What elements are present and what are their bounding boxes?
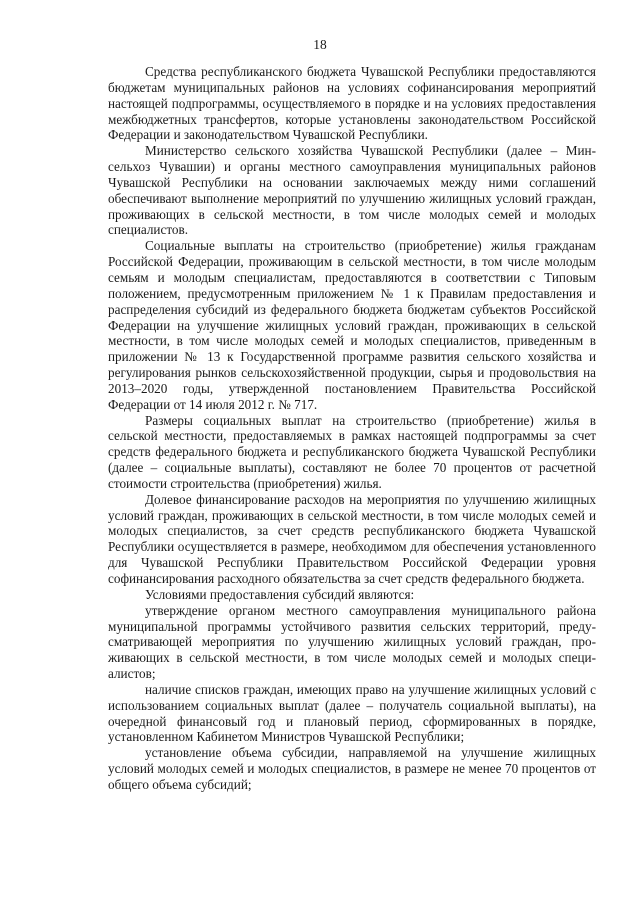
paragraph: Социальные выплаты на строительство (приобретение) жилья гражданам Российской Федерации, проживающим в сельской местности, в том числе молодым семьям и молодым специалистам, предоставляются в соответствии с Типовым положением, предусмотренным приложением № 1 к Правилам предоставления и распределения субсидий из федерального бюджета бюджетам субъектов Российской Федерации на улучшение жилищных условий граждан, проживающих в сельской местности, в том числе молодых семей и молодых специалистов, приведенным в приложении № 13 к Государственной программе развития сельского хозяйства и регулирования рынков сельскохозяйственной продукции, сырья и продовольствия на 2013–2020 годы, утвержденной постановлением Правительства Российской Федерации от 14 июля 2012 г. № 717. xyxy=(108,238,596,412)
document-body xyxy=(108,64,596,793)
paragraph: Долевое финансирование расходов на мероприятия по улучшению жилищных условий граждан, проживающих в сельской местности, в том числе молодых семей и молодых специалистов, за счет средств республиканского бюджета Чувашской Республики осуществляется в размере, необходимом для обеспечения установленного для Чувашской Республики Правительством Российской Федерации уровня софинансирования расходного обязательства за счет средств федерального бюджета. xyxy=(108,491,596,586)
paragraph: утверждение органом местного самоуправления муниципального района муниципальной программы устойчивого развития сельских территорий, предусматривающей мероприятия по улучшению жилищных условий граждан, проживающих в сельской местности, в том числе молодых семей и молодых специалистов; xyxy=(108,602,596,682)
paragraph: Средства республиканского бюджета Чувашской Республики предоставляются бюджетам муниципальных районов на условиях софинансирования мероприятий настоящей подпрограммы, осуществляемого в порядке и на условиях предоставления межбюджетных трансфертов, которые установлены законодательством Российской Федерации и законодательством Чувашской Республики. xyxy=(108,64,596,143)
paragraph: Министерство сельского хозяйства Чувашской Республики (далее – Минсельхоз Чувашии) и органы местного самоуправления муниципальных районов Чувашской Республики на основании заключаемых между ними соглашений обеспечивают выполнение мероприятий по улучшению жилищных условий граждан, проживающих в сельской местности, в том числе молодых семей и молодых специалистов. xyxy=(108,143,596,238)
paragraph: Условиями предоставления субсидий являются: xyxy=(145,586,415,602)
page-number: 18 xyxy=(313,37,327,52)
paragraph: наличие списков граждан, имеющих право на улучшение жилищных условий с использованием социальных выплат (далее – получатель социальной выплаты), на очередной финансовый год и плановый период, сформированных в порядке, установленном Кабинетом Министров Чувашской Республики; xyxy=(108,681,596,745)
paragraph: установление объема субсидии, направляемой на улучшение жилищных условий молодых семей и молодых специалистов, в размере не менее 70 процентов от общего объема субсидий; xyxy=(108,745,596,792)
paragraph: Размеры социальных выплат на строительство (приобретение) жилья в сельской местности, предоставляемых в рамках настоящей подпрограммы за счет средств федерального бюджета и республиканского бюджета Чувашской Республики (далее – социальные выплаты), составляют не более 70 процентов от расчетной стоимости строительства (приобретения) жилья. xyxy=(108,412,596,491)
